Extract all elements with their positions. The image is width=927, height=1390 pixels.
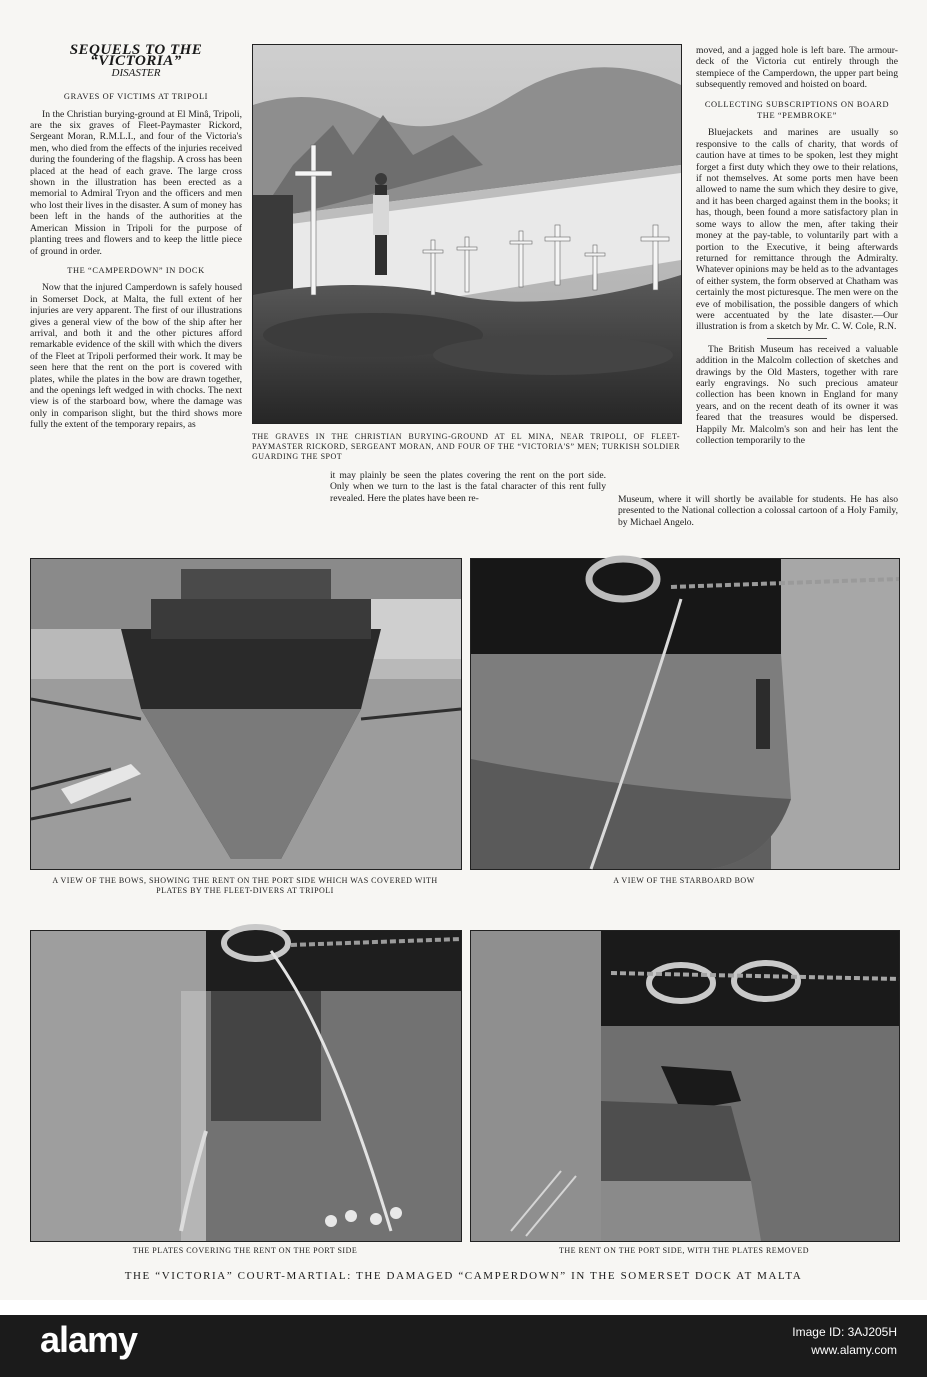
right-continuation: [618, 494, 898, 528]
left-column: [30, 42, 242, 517]
stock-footer: [0, 1300, 927, 1390]
plates-removed-photo: [470, 930, 900, 1242]
starboard-caption: A VIEW OF THE STARBOARD BOW: [613, 876, 755, 885]
plates-covering-photo: [30, 930, 462, 1242]
graves-caption: THE GRAVES IN THE CHRISTIAN BURYING-GROUND AT EL MINA, NEAR TRIPOLI, OF FLEET-PAYMASTER RICKORD, SERGEANT MORAN, AND FOUR OF THE “VICTORIA'S” MEN; TURKISH SOLDIER GUARDING THE SPOT: [252, 432, 680, 461]
stock-image-info: [792, 1323, 897, 1359]
right-column-text: moved, and a jagged hole is left bare. The armour-deck of the Victoria cut entirely through the stempiece of the Camperdown, the upper part being subsequently removed and hoisted on board.: [696, 45, 898, 91]
section-title-pembroke: COLLECTING SUBSCRIPTIONS ON BOARD THE “PEMBROKE”: [704, 99, 890, 121]
section-title-graves: GRAVES OF VICTIMS AT TRIPOLI: [63, 92, 209, 102]
section-text-pembroke: Bluejackets and marines are usually so responsive to the calls of charity, that words of caution have at times to be spoken, lest they might forget a first duty which they owe to their relations, if not themselves. At some ports men have been allowed to name the sum which they desire to give, and it has been charged against them in the books; it has, though, been found a more satisfactory plan in some ways to allow the men, after taking their money at the pay-table, to voluntarily part with a portion to the Executive, it being afterwards returned for remittance through the Admiralty. Whatever opinions may be held as to the advantages of either system, the form observed at Chatham was certainly the most picturesque. The men were on the eve of mobilisation, the possible dangers of which were accentuated by the late disaster.—Our illustration is from a sketch by Mr. C. W. Cole, R.N.: [696, 127, 898, 333]
article-subheadline: DISASTER: [111, 66, 161, 79]
graves-photo: [252, 44, 682, 424]
plates-removed-caption: THE RENT ON THE PORT SIDE, WITH THE PLATES REMOVED: [559, 1246, 809, 1255]
footer-bar: [0, 1315, 927, 1377]
section-text-camperdown-continued: it may plainly be seen the plates covering the rent on the port side. Only when we turn to the last is the fatal character of this rent fully revealed. Here the plates have been re-: [330, 470, 606, 504]
alamy-logo[interactable]: alamy: [40, 1319, 138, 1360]
section-text-graves: In the Christian burying-ground at El Minâ, Tripoli, are the six graves of Fleet-Paymaster Rickord, Sergeant Moran, R.M.L.I., and four of the Victoria's men, who died from the effects of the injuries received during the foundering of the flagship. A cross has been placed at the head of each grave. The large cross shown in the illustration has been erected as a memorial to Admiral Tryon and the officers and men who lost their lives in the disaster. A sum of money has been left in the hands of the authorities at the American Mission in Tripoli for the purpose of planting trees and flowers and to keep the little piece of ground in order.: [30, 108, 242, 257]
starboard-photo: [470, 558, 900, 870]
plates-covering-caption: THE PLATES COVERING THE RENT ON THE PORT SIDE: [132, 1246, 358, 1255]
right-column: [696, 45, 898, 493]
section-text-camperdown: Now that the injured Camperdown is safely housed in Somerset Dock, at Malta, the full extent of her injuries are very apparent. The first of our illustrations gives a general view of the bow of the ship after her arrival, and both it and the other pictures afford remarkable evidence of the skill with which the divers of the Fleet at Tripoli performed their work. It may be seen here that the rent on the port is covered with plates, while the plates in the bow are drawn together, and the openings left wedged in with chocks. The next view is of the starboard bow, where the damage was only in comparison slight, but the third shows more fully the extent of the temporary repairs, as: [30, 282, 242, 431]
bows-caption: A VIEW OF THE BOWS, SHOWING THE RENT ON THE PORT SIDE WHICH WAS COVERED WITH PLATES BY THE FLEET-DIVERS AT TRIPOLI: [52, 876, 438, 895]
section-title-camperdown: THE “CAMPERDOWN” IN DOCK: [67, 265, 205, 275]
image-id: Image ID: 3AJ205H: [792, 1325, 897, 1339]
section-text-museum: The British Museum has received a valuable addition in the Malcolm collection of sketches and drawings by the Old Masters, together with rare early engravings. No such precious amateur collection has been known in England for many years, and on the recent death of its owner it was feared that the treasures would be dispersed. Happily Mr. Malcolm's son and heir has lent the collection temporarily to the: [696, 343, 898, 446]
site-link[interactable]: www.alamy.com: [811, 1343, 897, 1357]
section-divider: [767, 338, 827, 339]
page-banner: THE “VICTORIA” COURT-MARTIAL: THE DAMAGED “CAMPERDOWN” IN THE SOMERSET DOCK AT MALTA: [124, 1270, 803, 1282]
article-headline: SEQUELS TO THE “VICTORIA”: [69, 42, 203, 70]
middle-continuation: [330, 470, 606, 518]
bows-photo: [30, 558, 462, 870]
section-text-museum-continued: Museum, where it will shortly be available for students. He has also presented to the National collection a colossal cartoon of a Holy Family, by Michael Angelo.: [618, 494, 898, 528]
